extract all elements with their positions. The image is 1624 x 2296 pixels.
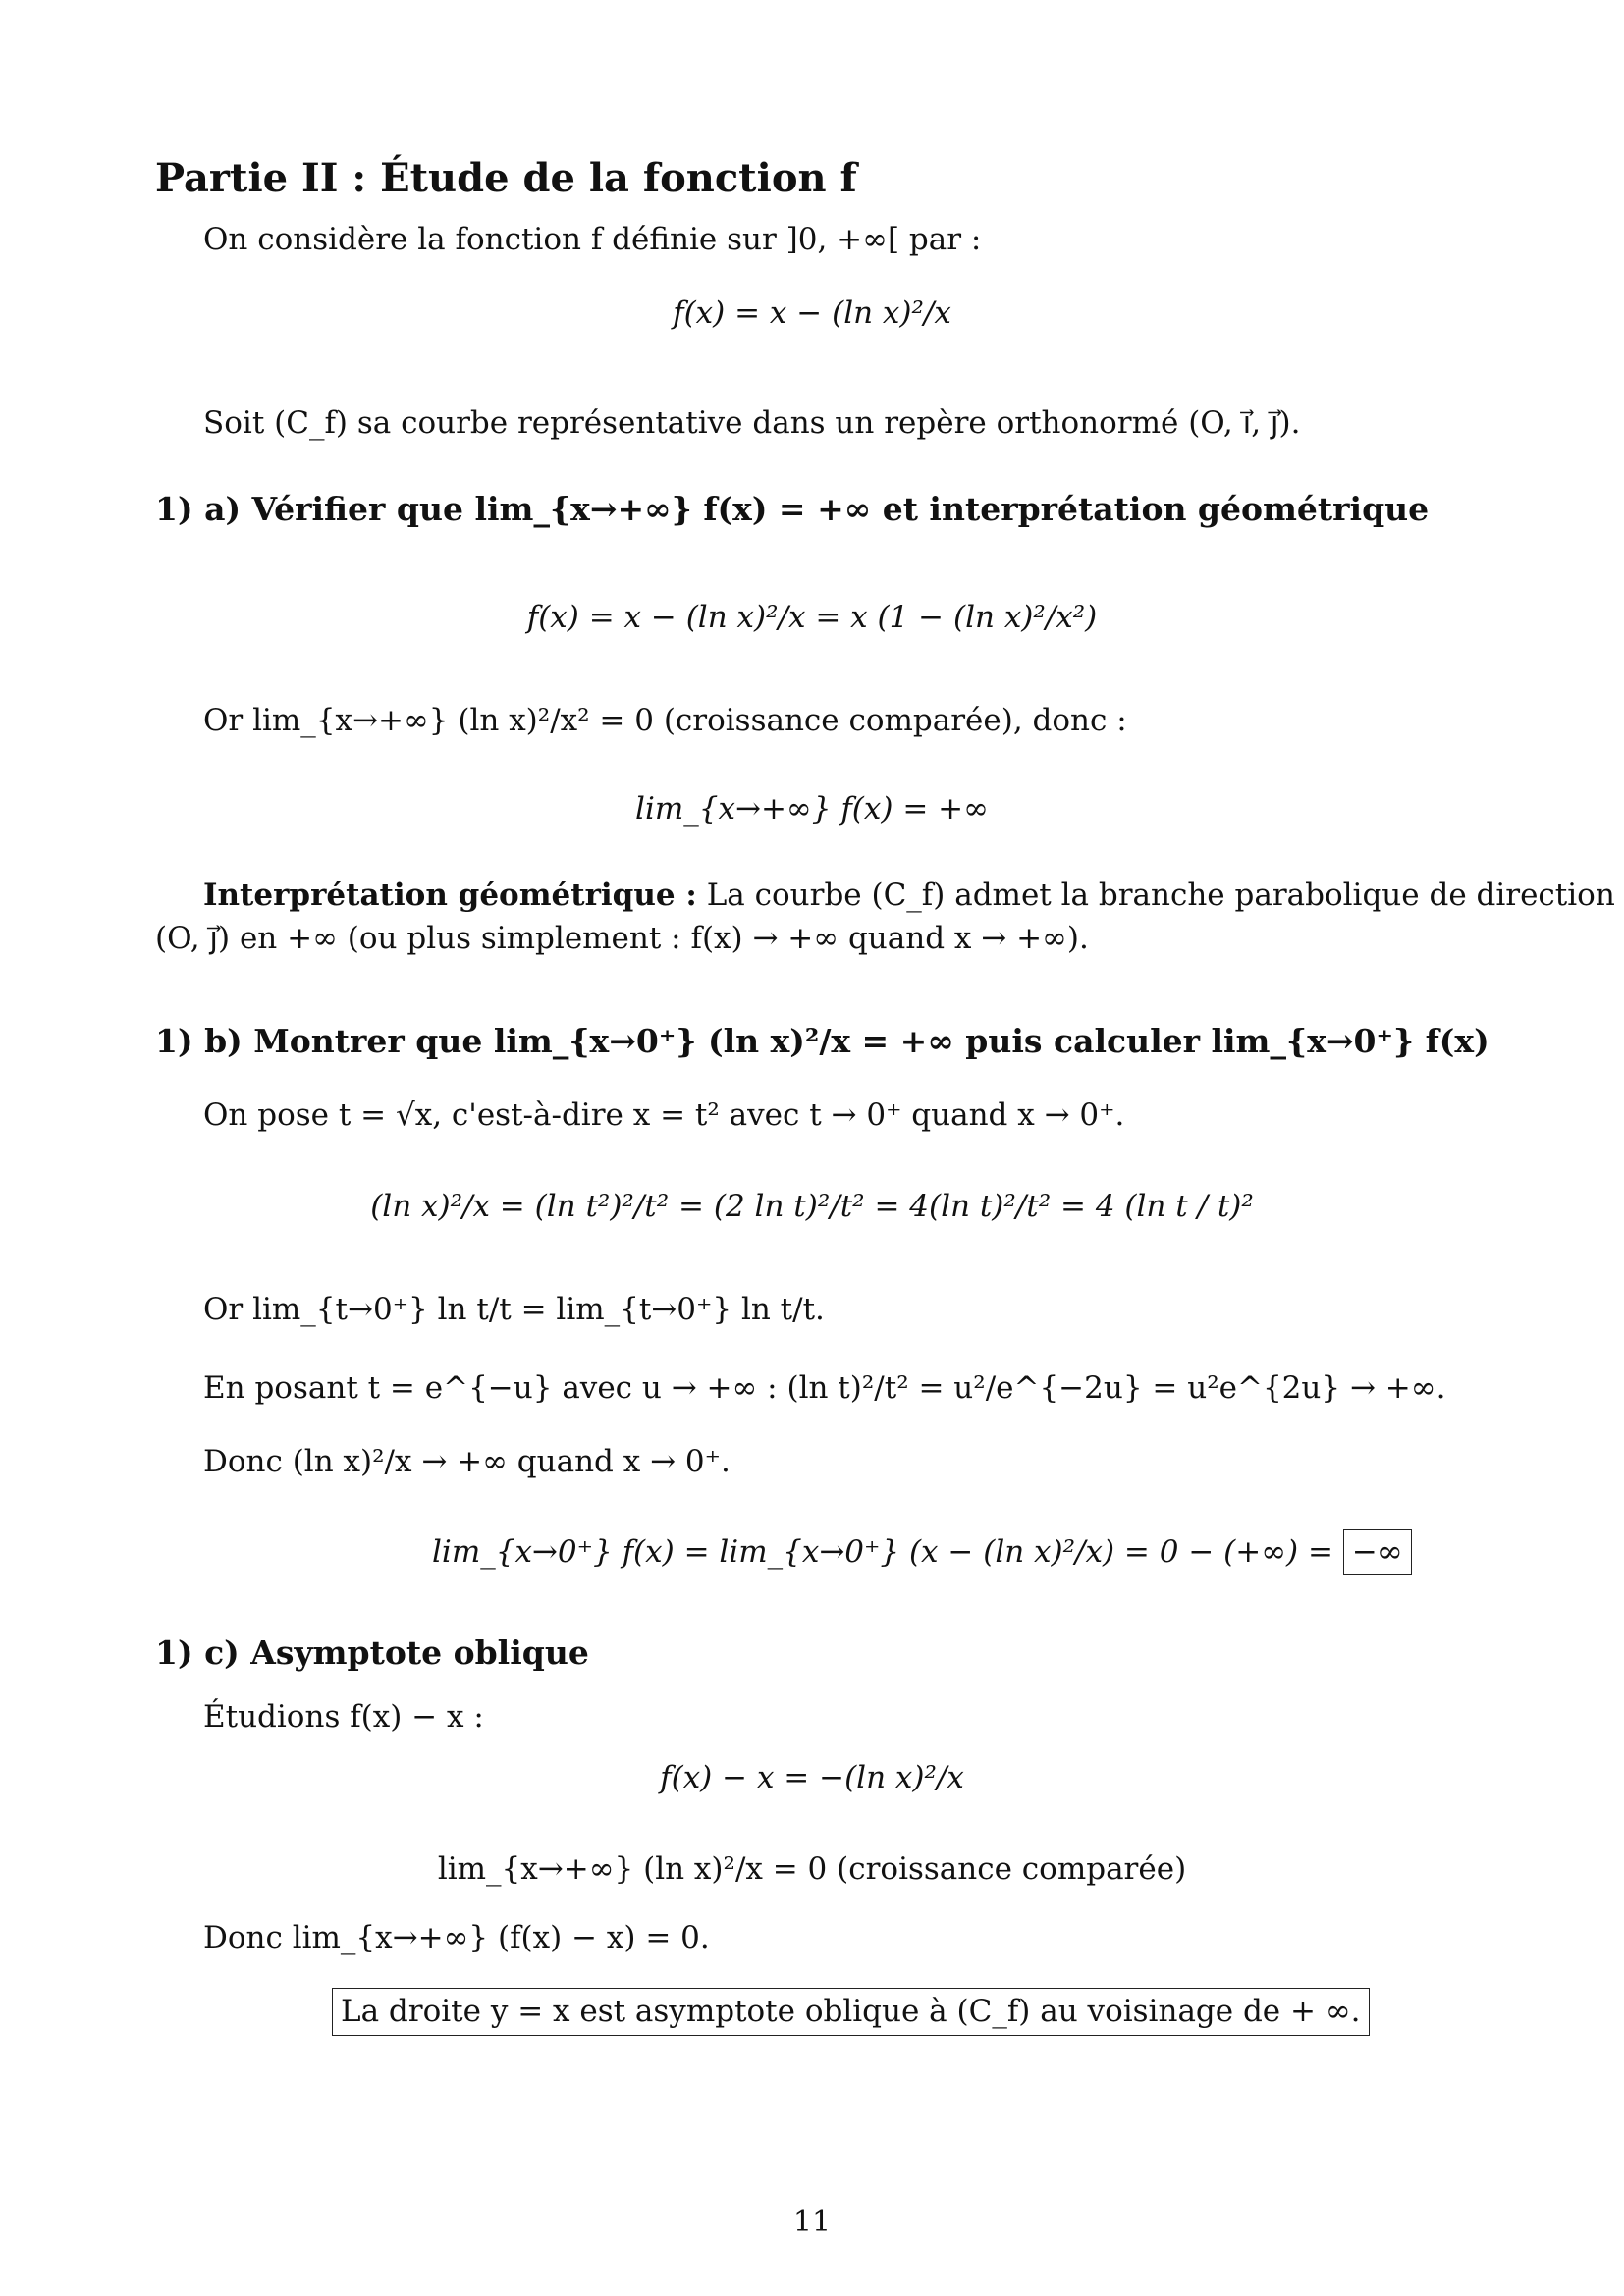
q1a-interpretation	[203, 877, 1615, 915]
q1b-chain: (ln x)²/x = (ln t²)²/t² = (2 ln t)²/t² = 4(ln t)²/t² = 4 (ln t / t)²	[370, 1189, 1254, 1224]
q1c-difference: f(x) − x = −(ln x)²/x	[660, 1760, 964, 1795]
part-title: Partie II : Étude de la fonction f	[155, 155, 857, 201]
q1b-donc-line: Donc (ln x)²/x → +∞ quand x → 0⁺.	[203, 1444, 731, 1479]
q1a-factorization: f(x) = x − (ln x)²/x = x (1 − (ln x)²/x²)	[526, 600, 1098, 635]
interpretation-text-2: (O, j⃗) en +∞ (ou plus simplement : f(x) → +∞ quand x → +∞).	[155, 921, 1089, 956]
q1c-limit-line: lim_{x→+∞} (ln x)²/x = 0 (croissance comparée)	[437, 1851, 1187, 1887]
final-limit-text: lim_{x→0⁺} f(x) = lim_{x→0⁺} (x − (ln x)²/x) = 0 − (+∞) =	[432, 1534, 1333, 1570]
function-formula: f(x) = x − (ln x)²/x	[673, 295, 951, 331]
q1b-substitution: On pose t = √x, c'est-à-dire x = t² avec t → 0⁺ quand x → 0⁺.	[203, 1097, 1125, 1133]
q1a-heading: 1) a) Vérifier que lim_{x→+∞} f(x) = +∞ et interprétation géométrique	[155, 490, 1430, 528]
q1a-limit-result: lim_{x→+∞} f(x) = +∞	[635, 791, 989, 827]
q1c-etudions: Étudions f(x) − x :	[203, 1699, 484, 1735]
q1c-conclusion-boxed: La droite y = x est asymptote oblique à (C_f) au voisinage de + ∞.	[332, 1988, 1370, 2036]
final-limit-boxed: −∞	[1343, 1529, 1412, 1575]
definition-line: On considère la fonction f définie sur ]0, +∞[ par :	[203, 222, 982, 257]
q1c-donc-line: Donc lim_{x→+∞} (f(x) − x) = 0.	[203, 1920, 710, 1955]
curve-line: Soit (C_f) sa courbe représentative dans un repère orthonormé (O, i⃗, j⃗).	[203, 405, 1301, 441]
page-number: 11	[792, 2205, 832, 2239]
q1b-posant-line: En posant t = e^{−u} avec u → +∞ : (ln t)²/t² = u²/e^{−2u} = u²e^{2u} → +∞.	[203, 1370, 1446, 1406]
q1b-or-line: Or lim_{t→0⁺} ln t/t = lim_{t→0⁺} ln t/t.	[203, 1292, 825, 1327]
q1b-heading: 1) b) Montrer que lim_{x→0⁺} (ln x)²/x = +∞ puis calculer lim_{x→0⁺} f(x)	[155, 1022, 1489, 1060]
q1a-or-line: Or lim_{x→+∞} (ln x)²/x² = 0 (croissance comparée), donc :	[203, 703, 1127, 738]
q1b-final-limit	[432, 1533, 1412, 1572]
interpretation-text-1: La courbe (C_f) admet la branche parabolique de direction	[706, 878, 1615, 913]
q1c-heading: 1) c) Asymptote oblique	[155, 1633, 589, 1672]
interpretation-label: Interprétation géométrique :	[203, 878, 697, 913]
